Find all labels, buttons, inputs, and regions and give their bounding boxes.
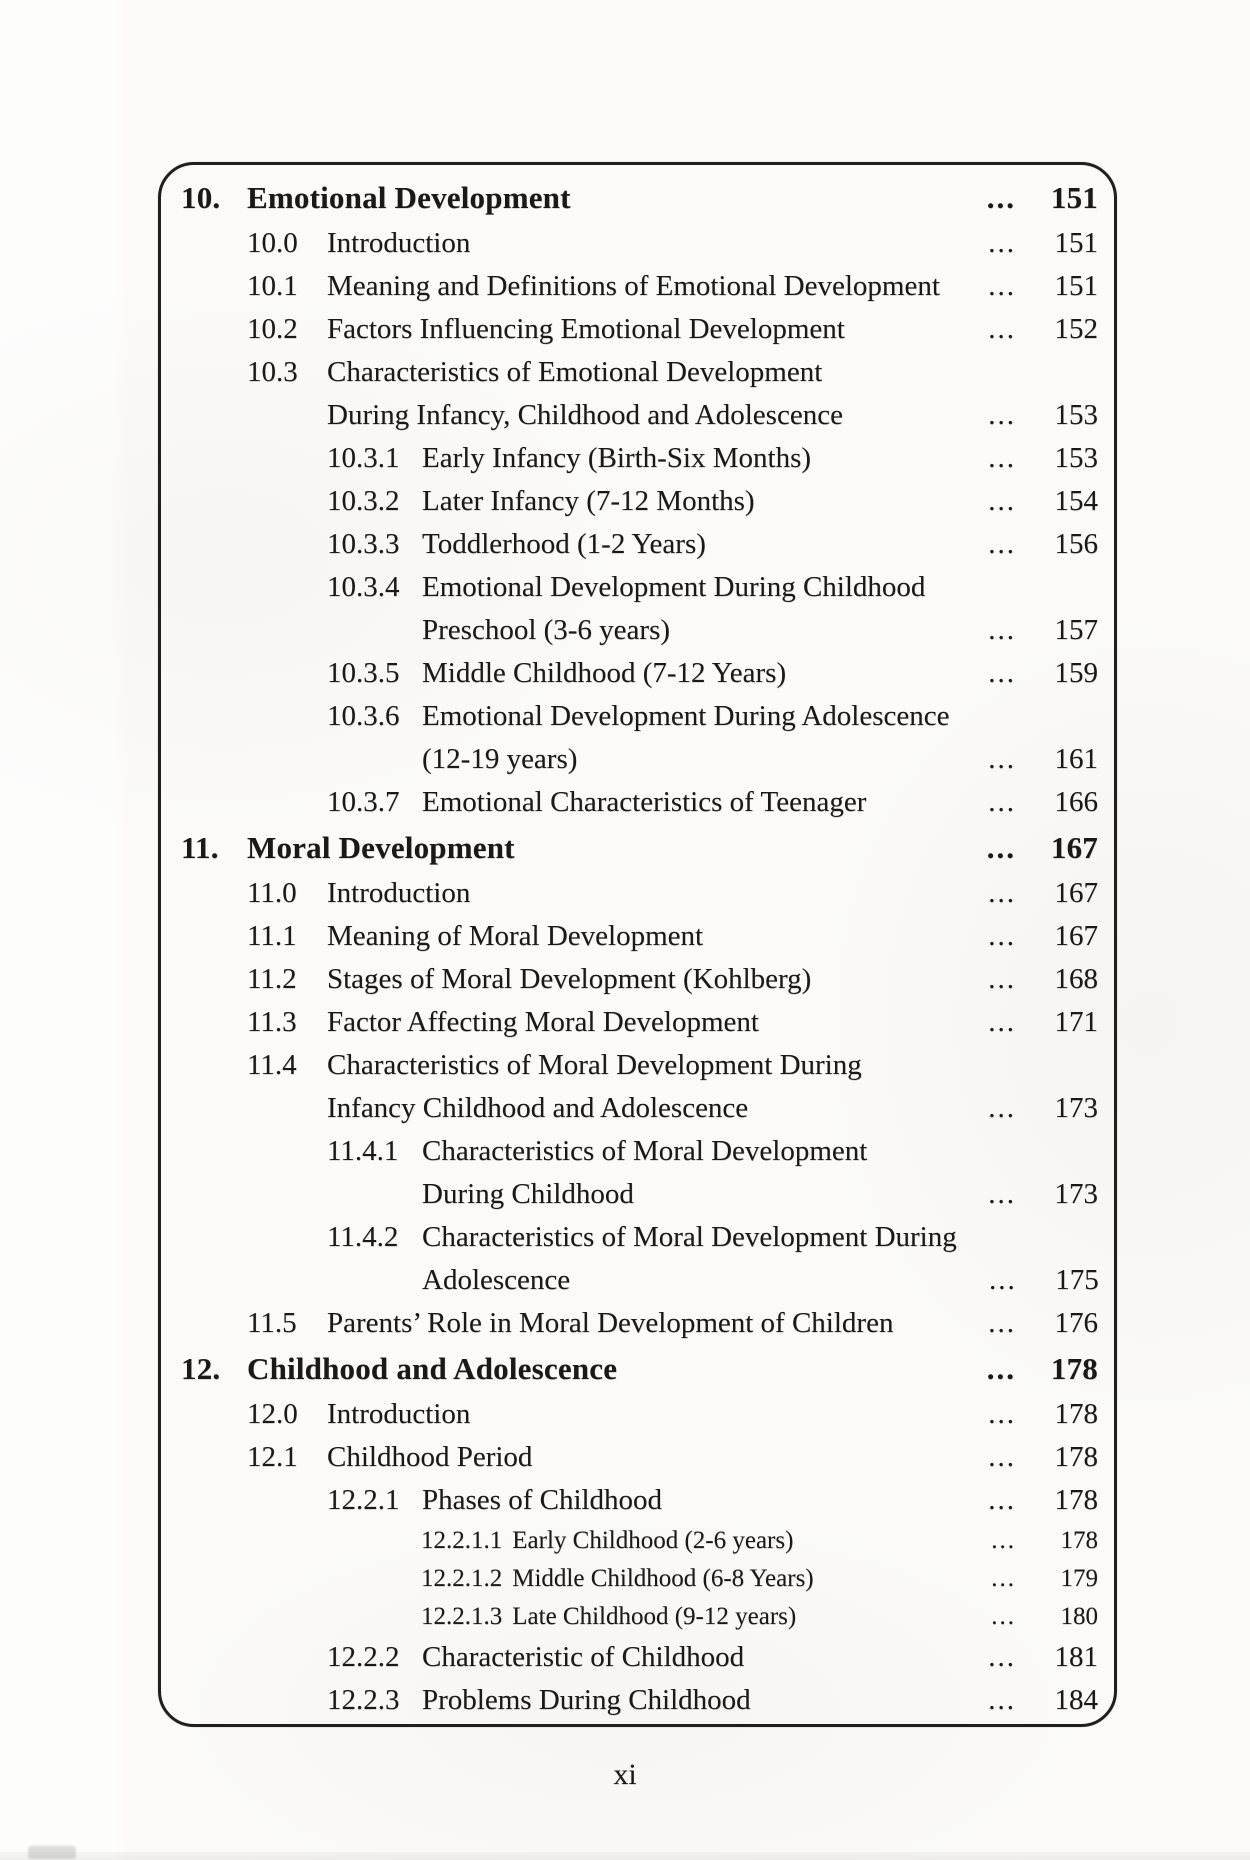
dot-leader: ... [988,270,1016,302]
entry-number: 12.2.3 [327,1684,400,1716]
entry-title: Emotional Characteristics of Teenager [422,786,867,818]
toc-entry-12-0 [181,1393,1098,1436]
entry-body [327,781,956,824]
toc-frame [158,162,1117,1727]
dot-leader: ... [988,614,1016,646]
entry-number: 12.2.1.3 [421,1603,503,1630]
entry-page: 173 [1054,1092,1098,1124]
entry-number: 10.2 [247,313,298,345]
entry-title: Early Infancy (Birth-Six Months) [422,442,812,474]
entry-title: Factor Affecting Moral Development [327,1006,759,1038]
entry-body [247,872,956,915]
toc-entry-11-5 [181,1302,1098,1345]
entry-body [247,265,956,308]
entry-title: Characteristics of Moral Development During Infancy Childhood and Adolescence [327,1049,862,1124]
entry-page: 179 [1060,1565,1098,1592]
entry-number: 10.1 [247,270,298,302]
entry-number: 10.3.5 [327,657,400,689]
entry-number: 11.2 [247,963,297,995]
toc-entry-10-3-4 [181,566,1098,652]
entry-title: Introduction [327,227,471,259]
toc-entry-12-1 [181,1436,1098,1479]
entry-body [327,1679,956,1722]
scan-edge-shade [0,1852,1250,1860]
toc-entry-12-2-1-2 [181,1560,1098,1598]
entry-page: 151 [1054,270,1098,302]
toc-entry-10-0 [181,222,1098,265]
entry-title: Middle Childhood (7-12 Years) [422,657,787,689]
entry-title: Problems During Childhood [422,1684,751,1716]
entry-body [247,1001,956,1044]
dot-leader: ... [988,1398,1016,1430]
dot-leader: ... [988,442,1016,474]
toc-entry-12-2-1-3 [181,1598,1098,1636]
entry-number: 12. [181,1351,221,1386]
entry-body [327,1130,956,1216]
toc-entry-10 [181,174,1098,222]
entry-title: Meaning of Moral Development [327,920,704,952]
dot-leader: ... [988,227,1016,259]
entry-body [327,566,956,652]
toc-entry-10-1 [181,265,1098,308]
entry-title: Meaning and Definitions of Emotional Development [327,270,940,302]
toc-entry-10-3-1 [181,437,1098,480]
entry-number: 11.5 [247,1307,297,1339]
entry-number: 12.2.1 [327,1484,400,1516]
entry-body [327,652,956,695]
toc-entry-12-2-1 [181,1479,1098,1522]
entry-title: Introduction [327,877,471,909]
entry-title: Phases of Childhood [422,1484,663,1516]
entry-number: 12.2.1.1 [421,1527,503,1554]
dot-leader: ... [988,1178,1016,1210]
toc-entry-10-3-6 [181,695,1098,781]
entry-page: 154 [1054,485,1098,517]
entry-body [327,1479,956,1522]
entry-body [327,1636,956,1679]
entry-number: 10.3.1 [327,442,400,474]
entry-body [247,308,956,351]
entry-title: Late Childhood (9-12 years) [512,1603,797,1630]
toc-entry-12 [181,1345,1098,1393]
entry-number: 10.3 [247,356,298,388]
dot-leader: ... [988,1092,1016,1124]
dot-leader: ... [988,743,1016,775]
entry-body [181,824,956,872]
dot-leader: ... [988,1307,1016,1339]
entry-title: Factors Influencing Emotional Development [327,313,845,345]
dot-leader: ... [988,657,1016,689]
dot-leader: ... [988,1484,1016,1516]
dot-leader: ... [988,485,1016,517]
entry-number: 11.0 [247,877,297,909]
entry-page: 166 [1054,786,1098,818]
dot-leader: ... [988,963,1016,995]
entry-page: 153 [1054,399,1098,431]
toc-entry-11-2 [181,958,1098,1001]
dot-leader: ... [988,1684,1016,1716]
page-footer-roman-numeral: xi [613,1758,637,1791]
entry-title: Characteristics of Moral Development During Childhood [422,1135,868,1210]
entry-page: 178 [1054,1398,1098,1430]
entry-number: 12.0 [247,1398,298,1430]
entry-body [327,480,956,523]
dot-leader: ... [988,1441,1016,1473]
toc-entry-10-3 [181,351,1098,437]
toc-entry-11-0 [181,872,1098,915]
entry-page: 178 [1054,1484,1098,1516]
entry-title: Parents’ Role in Moral Development of Children [327,1307,894,1339]
entry-title: Characteristic of Childhood [422,1641,745,1673]
entry-page: 184 [1054,1684,1098,1716]
entry-title: Emotional Development During Childhood Preschool (3-6 years) [422,571,926,646]
entry-body [247,958,956,1001]
entry-page: 175 [1055,1264,1099,1296]
entry-title: Stages of Moral Development (Kohlberg) [327,963,812,995]
entry-title: Moral Development [247,830,515,865]
dot-leader: ... [988,1641,1016,1673]
entry-title: Introduction [327,1398,471,1430]
entry-number: 10.0 [247,227,298,259]
entry-number: 11.4 [247,1049,297,1081]
toc-entry-10-3-7 [181,781,1098,824]
dot-leader: ... [988,920,1016,952]
dot-leader: ... [988,1264,1017,1296]
entry-number: 12.2.1.2 [421,1565,503,1592]
entry-body [247,1302,956,1345]
entry-number: 10.3.7 [327,786,400,818]
entry-title: Toddlerhood (1-2 Years) [422,528,706,560]
toc-entry-12-2-1-1 [181,1522,1098,1560]
entry-number: 10.3.4 [327,571,400,603]
entry-page: 167 [1054,920,1098,952]
dot-leader: ... [986,1351,1016,1386]
entry-body [421,1560,956,1598]
dot-leader: ... [991,1603,1016,1630]
entry-page: 157 [1054,614,1098,646]
entry-page: 151 [1054,227,1098,259]
dot-leader: ... [988,877,1016,909]
entry-page: 180 [1060,1603,1098,1630]
entry-body [327,437,956,480]
entry-body [181,1345,956,1393]
toc-entry-11-3 [181,1001,1098,1044]
entry-page: 161 [1054,743,1098,775]
entry-body [247,915,956,958]
entry-title: Childhood and Adolescence [247,1351,618,1386]
entry-number: 11.3 [247,1006,297,1038]
dot-leader: ... [988,313,1016,345]
entry-number: 11.4.2 [327,1221,399,1253]
entry-body [327,523,956,566]
toc-entry-11-1 [181,915,1098,958]
entry-page: 173 [1054,1178,1098,1210]
entry-page: 171 [1054,1006,1098,1038]
entry-page: 167 [1054,877,1098,909]
toc-entry-10-2 [181,308,1098,351]
entry-page: 167 [1050,830,1098,865]
toc-entry-11-4-2 [181,1216,1098,1302]
toc-entry-11-4-1 [181,1130,1098,1216]
entry-title: Later Infancy (7-12 Months) [422,485,755,517]
entry-page: 168 [1054,963,1098,995]
entry-page: 178 [1060,1527,1098,1554]
entry-title: Emotional Development [247,180,571,215]
entry-number: 11.1 [247,920,297,952]
toc-entry-11 [181,824,1098,872]
entry-number: 10.3.6 [327,700,400,732]
toc-entry-10-3-2 [181,480,1098,523]
dot-leader: ... [988,1006,1016,1038]
dot-leader: ... [991,1565,1016,1592]
dot-leader: ... [986,180,1016,215]
entry-body [247,1393,956,1436]
entry-number: 11. [181,830,219,865]
toc-entry-12-2-3 [181,1679,1098,1722]
entry-title: Characteristics of Moral Development During Adolescence [422,1221,957,1296]
entry-number: 12.2.2 [327,1641,400,1673]
toc-entry-10-3-5 [181,652,1098,695]
entry-number: 12.1 [247,1441,298,1473]
entry-number: 10.3.2 [327,485,400,517]
entry-page: 159 [1054,657,1098,689]
entry-page: 176 [1054,1307,1098,1339]
entry-body [247,1044,956,1130]
entry-page: 178 [1054,1441,1098,1473]
dot-leader: ... [988,528,1016,560]
entry-body [421,1522,956,1560]
entry-title: Characteristics of Emotional Development During Infancy, Childhood and Adolescence [327,356,843,431]
entry-number: 10.3.3 [327,528,400,560]
entry-body [327,1216,957,1302]
entry-title: Emotional Development During Adolescence (12-19 years) [422,700,950,775]
entry-page: 181 [1054,1641,1098,1673]
entry-title: Early Childhood (2-6 years) [512,1527,794,1554]
entry-body [247,351,956,437]
entry-body [327,695,956,781]
entry-title: Middle Childhood (6-8 Years) [512,1565,814,1592]
toc-entry-12-2-2 [181,1636,1098,1679]
entry-page: 152 [1054,313,1098,345]
entry-body [421,1598,956,1636]
dot-leader: ... [991,1527,1016,1554]
entry-page: 156 [1054,528,1098,560]
entry-body [247,1436,956,1479]
entry-body [247,222,956,265]
dot-leader: ... [986,830,1016,865]
entry-body [181,174,956,222]
entry-number: 11.4.1 [327,1135,399,1167]
entry-number: 10. [181,180,221,215]
dot-leader: ... [988,786,1016,818]
toc-entry-10-3-3 [181,523,1098,566]
entry-title: Childhood Period [327,1441,533,1473]
entry-page: 151 [1050,180,1098,215]
toc-entry-11-4 [181,1044,1098,1130]
entry-page: 178 [1050,1351,1098,1386]
dot-leader: ... [988,399,1016,431]
entry-page: 153 [1054,442,1098,474]
